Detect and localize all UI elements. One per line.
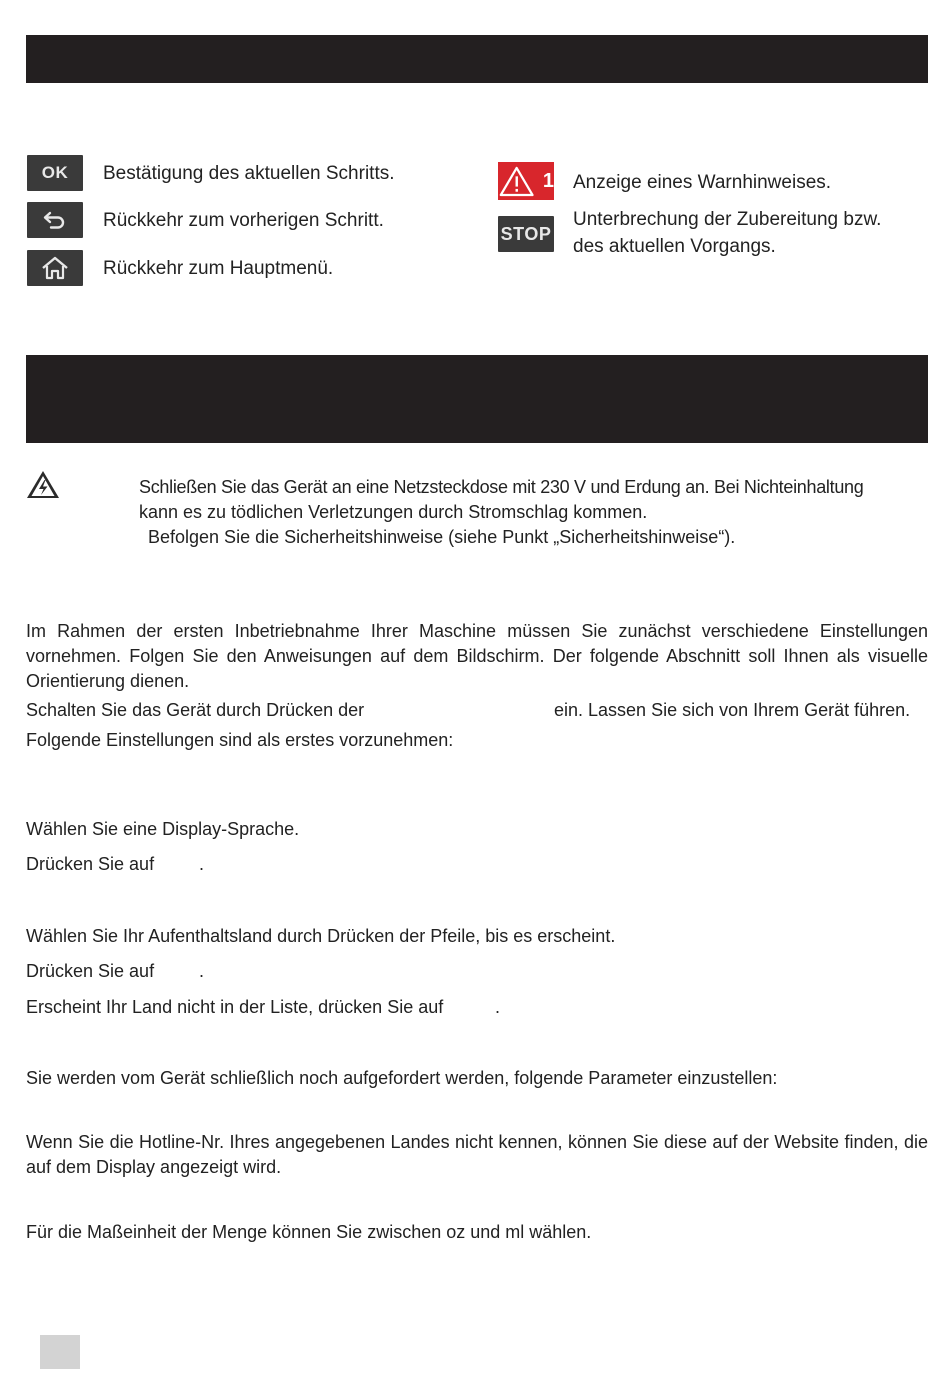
switch-on-instruction xyxy=(26,698,928,723)
back-arrow-icon xyxy=(27,202,83,238)
press-ok-period-1: . xyxy=(199,854,205,874)
ok-button-icon xyxy=(27,155,83,191)
home-icon xyxy=(27,250,83,286)
warning-description: Anzeige eines Warnhinweises. xyxy=(573,172,832,193)
press-ok-instruction-2 xyxy=(26,959,928,984)
ok-description: Bestätigung des aktuellen Schritts. xyxy=(103,163,395,184)
safety-line-3: Befolgen Sie die Sicherheitshinweise (siehe Punkt „Sicherheitshinweise“). xyxy=(148,527,736,547)
safety-line-1: Schließen Sie das Gerät an eine Netzsteckdose mit 230 V und Erdung an. Bei Nichteinhaltung xyxy=(139,477,864,497)
hotline-paragraph: Wenn Sie die Hotline-Nr. Ihres angegebenen Landes nicht kennen, können Sie diese auf der Website finden, die auf dem Display angezeigt wird. xyxy=(26,1132,928,1177)
units-text: Für die Maßeinheit der Menge können Sie zwischen oz und ml wählen. xyxy=(26,1222,592,1242)
press-ok-instruction-1 xyxy=(26,852,928,877)
choose-country-text: Wählen Sie Ihr Aufenthaltsland durch Drücken der Pfeile, bis es erscheint. xyxy=(26,926,616,946)
choose-language-text: Wählen Sie eine Display-Sprache. xyxy=(26,819,300,839)
stop-icon-label: STOP xyxy=(500,223,552,244)
press-ok-text-1: Drücken Sie auf xyxy=(26,854,155,874)
country-missing-text: Erscheint Ihr Land nicht in der Liste, drücken Sie auf xyxy=(26,997,444,1017)
safety-line-2: kann es zu tödlichen Verletzungen durch Stromschlag kommen. xyxy=(139,502,648,522)
page-number-box xyxy=(40,1335,80,1369)
back-description: Rückkehr zum vorherigen Schritt. xyxy=(103,210,384,231)
stop-description-line-1: Unterbrechung der Zubereitung bzw. xyxy=(573,209,882,230)
country-missing-instruction xyxy=(26,995,928,1020)
parameters-text: Sie werden vom Gerät schließlich noch aufgefordert werden, folgende Parameter einzustellen: xyxy=(26,1068,778,1088)
home-description: Rückkehr zum Hauptmenü. xyxy=(103,258,334,279)
warning-count-badge: 1 xyxy=(542,169,554,192)
press-ok-period-2: . xyxy=(199,961,205,981)
stop-description xyxy=(573,206,881,260)
warning-icon xyxy=(498,162,554,200)
switch-on-text-start: Schalten Sie das Gerät durch Drücken der xyxy=(26,700,365,720)
electric-hazard-icon xyxy=(25,469,61,500)
back-arrow-glyph xyxy=(41,209,69,231)
press-ok-text-2: Drücken Sie auf xyxy=(26,961,155,981)
country-missing-period: . xyxy=(495,997,501,1017)
warning-triangle-glyph xyxy=(498,163,541,199)
first-settings-text: Folgende Einstellungen sind als erstes vorzunehmen: xyxy=(26,730,454,750)
switch-on-text-end: ein. Lassen Sie sich von Ihrem Gerät führen. xyxy=(554,700,911,720)
home-glyph xyxy=(40,255,70,281)
section-header-bar-install xyxy=(26,355,928,443)
safety-warning-text xyxy=(139,475,929,550)
section-header-bar-top xyxy=(26,35,928,83)
stop-icon xyxy=(498,216,554,252)
stop-description-line-2: des aktuellen Vorgangs. xyxy=(573,236,776,257)
intro-paragraph: Im Rahmen der ersten Inbetriebnahme Ihrer Maschine müssen Sie zunächst verschiedene Einstellungen vornehmen. Folgen Sie den Anweisungen auf dem Bildschirm. Der folgende Abschnitt soll Ihnen als visuelle Orientierung dienen. xyxy=(26,621,928,691)
ok-icon-label: OK xyxy=(41,163,69,182)
